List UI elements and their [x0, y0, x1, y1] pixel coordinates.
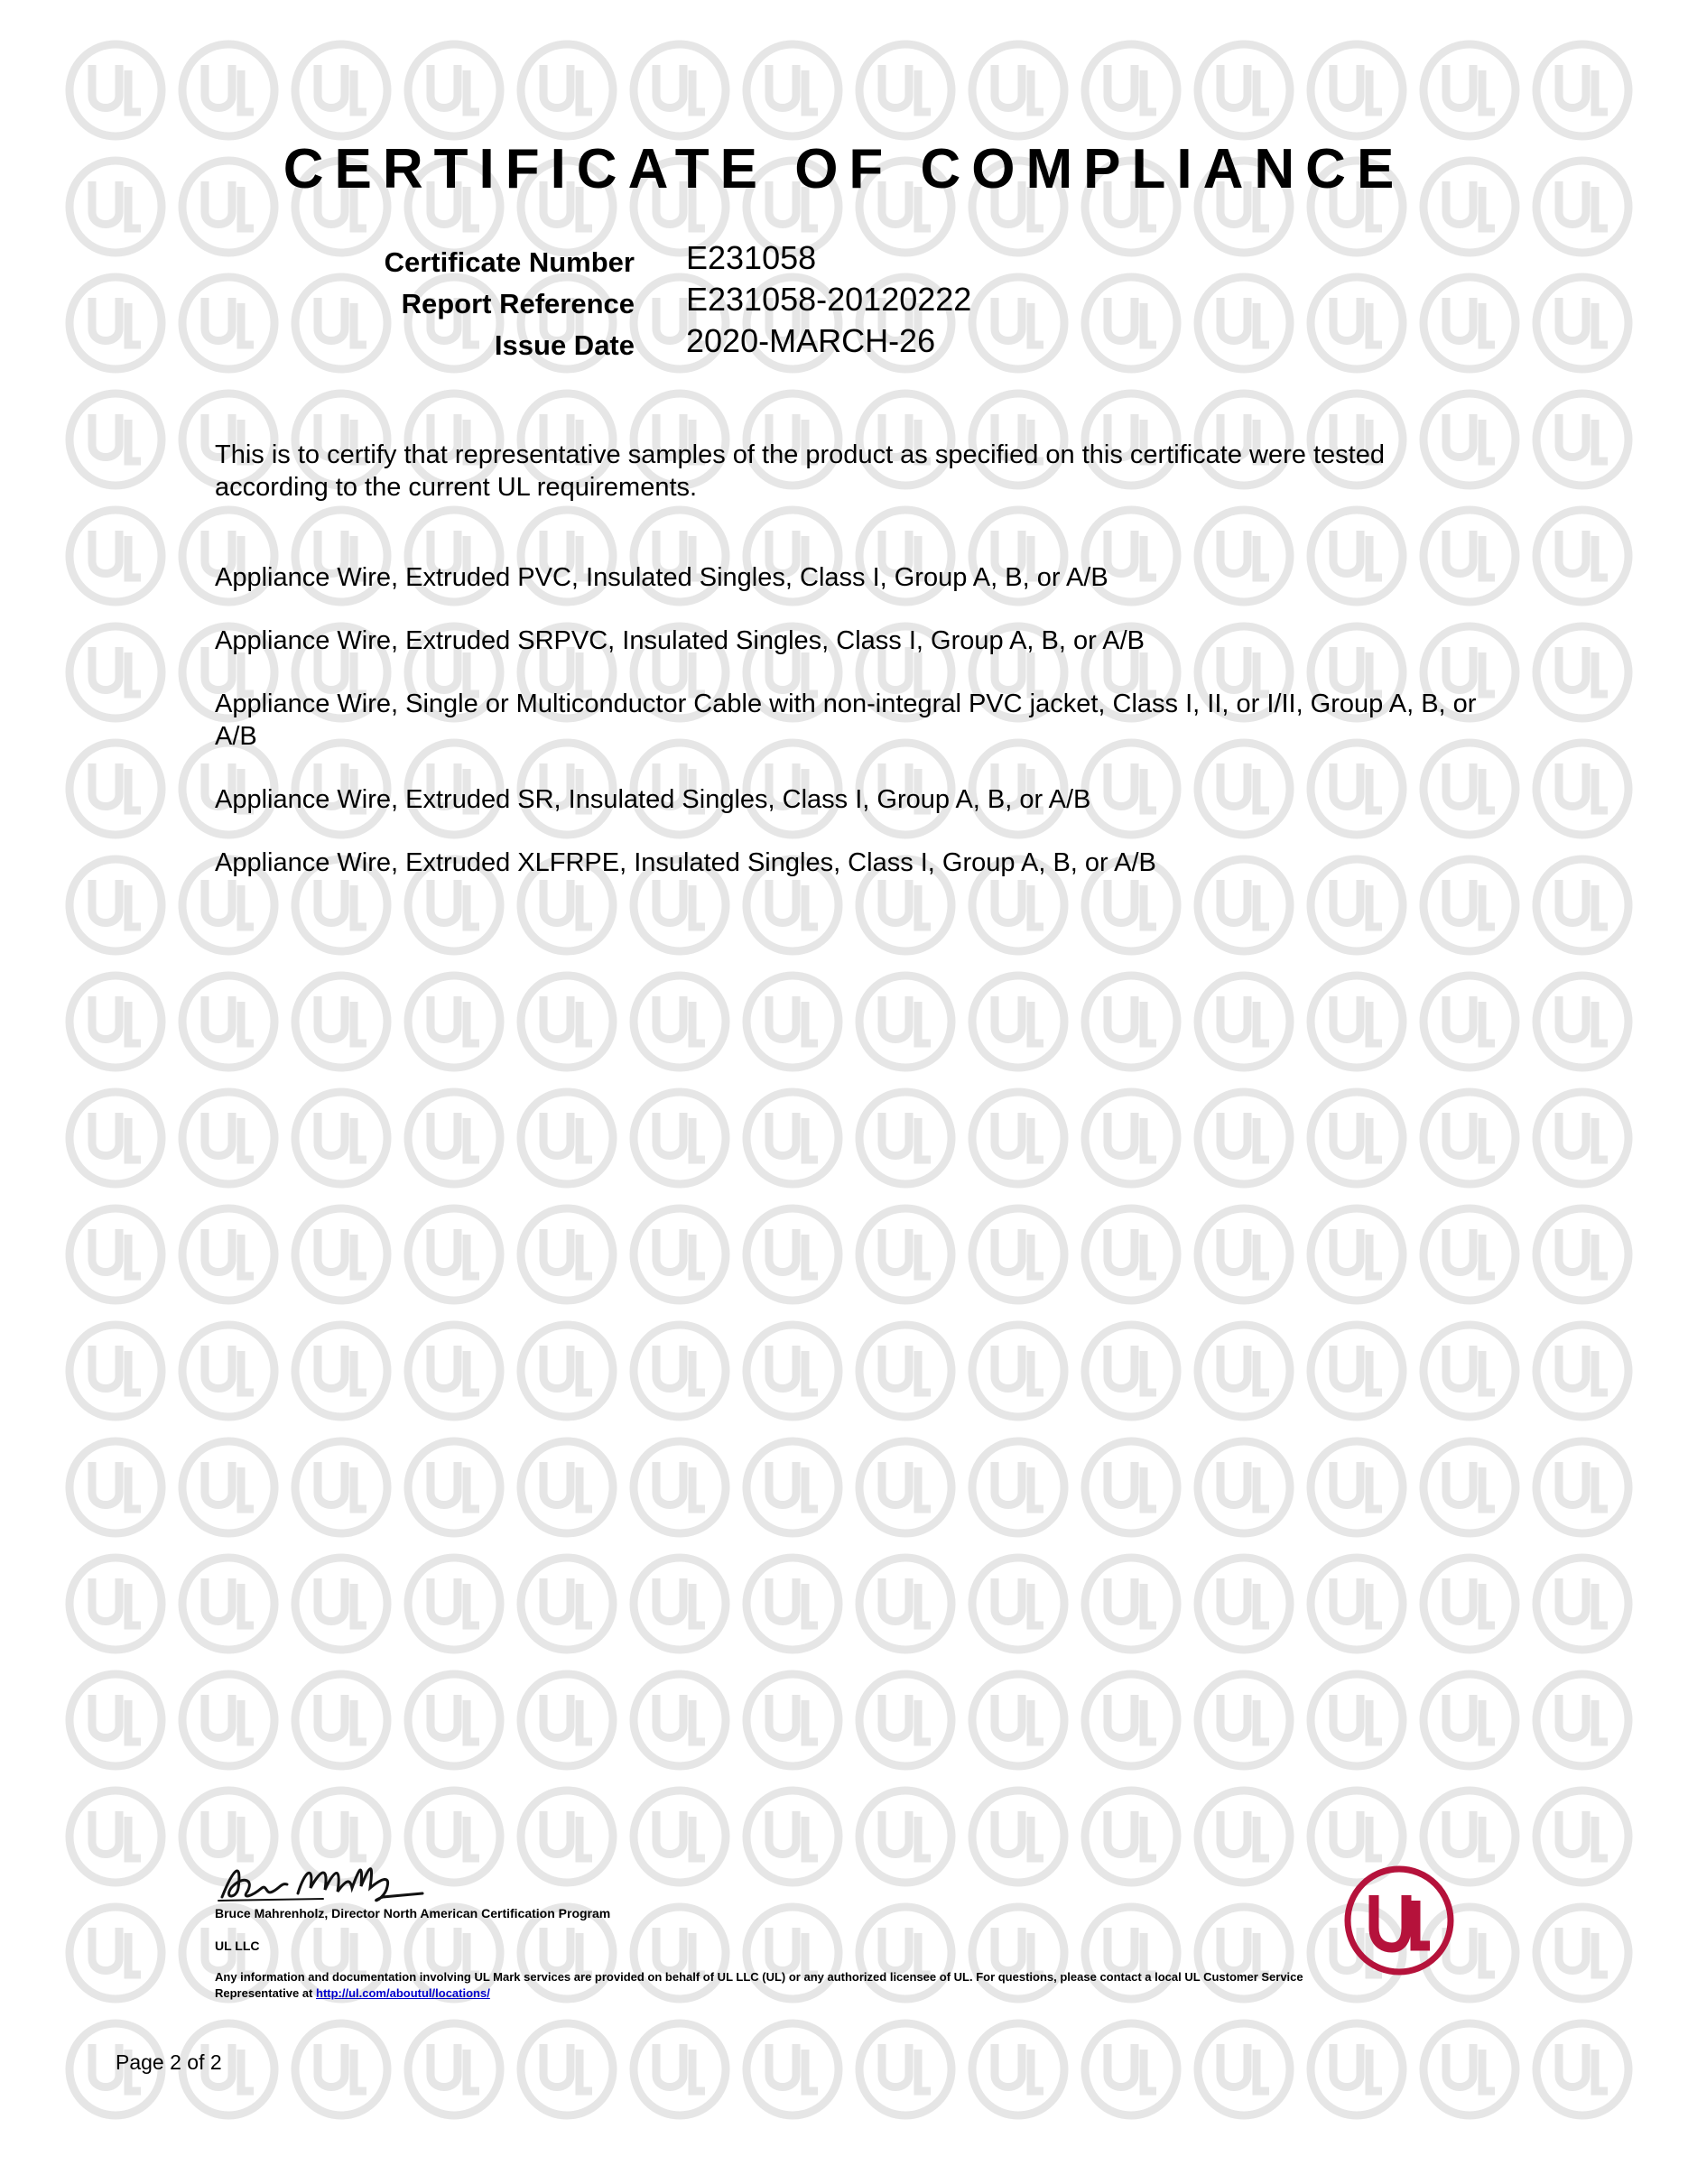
- certificate-number-value: E231058: [686, 239, 817, 276]
- certificate-number-label: Certificate Number: [384, 246, 635, 278]
- report-reference-value: E231058-20120222: [686, 281, 972, 318]
- organization-name: UL LLC: [215, 1939, 260, 1953]
- ul-logo: [1343, 1865, 1455, 1976]
- product-item: Appliance Wire, Extruded PVC, Insulated Singles, Class I, Group A, B, or A/B: [215, 563, 1108, 592]
- product-item: Appliance Wire, Extruded SRPVC, Insulated Singles, Class I, Group A, B, or A/B: [215, 626, 1145, 655]
- product-item: Appliance Wire, Single or Multiconductor Cable with non-integral PVC jacket, Class I, II, or I/II, Group A, B, or A/B: [215, 689, 1477, 751]
- certificate-meta: [0, 239, 1688, 364]
- product-item: Appliance Wire, Extruded SR, Insulated Singles, Class I, Group A, B, or A/B: [215, 785, 1091, 814]
- locations-link[interactable]: http://ul.com/aboutul/locations/: [316, 1986, 490, 2000]
- disclaimer: [215, 1969, 1307, 2002]
- report-reference-row: [0, 281, 1688, 322]
- signer-name: Bruce Mahrenholz, Director North American Certification Program: [215, 1906, 611, 1920]
- product-item: Appliance Wire, Extruded XLFRPE, Insulated Singles, Class I, Group A, B, or A/B: [215, 848, 1156, 877]
- disclaimer-text: Any information and documentation involving UL Mark services are provided on behalf of UL LLC (UL) or any authorized licensee of UL. For questions, please contact a local UL Customer Service Representative at: [215, 1970, 1303, 2000]
- issue-date-value: 2020-MARCH-26: [686, 322, 936, 359]
- signature-image: [215, 1852, 431, 1906]
- certification-statement: This is to certify that representative samples of the product as specified on this certificate were tested according to the current UL requirements.: [215, 440, 1385, 502]
- certificate-number-row: [0, 239, 1688, 281]
- certificate-title: CERTIFICATE OF COMPLIANCE: [283, 138, 1405, 200]
- issue-date-label: Issue Date: [494, 329, 635, 361]
- page-number: Page 2 of 2: [116, 2050, 222, 2074]
- issue-date-row: [0, 322, 1688, 364]
- product-list: [215, 561, 1488, 910]
- report-reference-label: Report Reference: [401, 288, 635, 319]
